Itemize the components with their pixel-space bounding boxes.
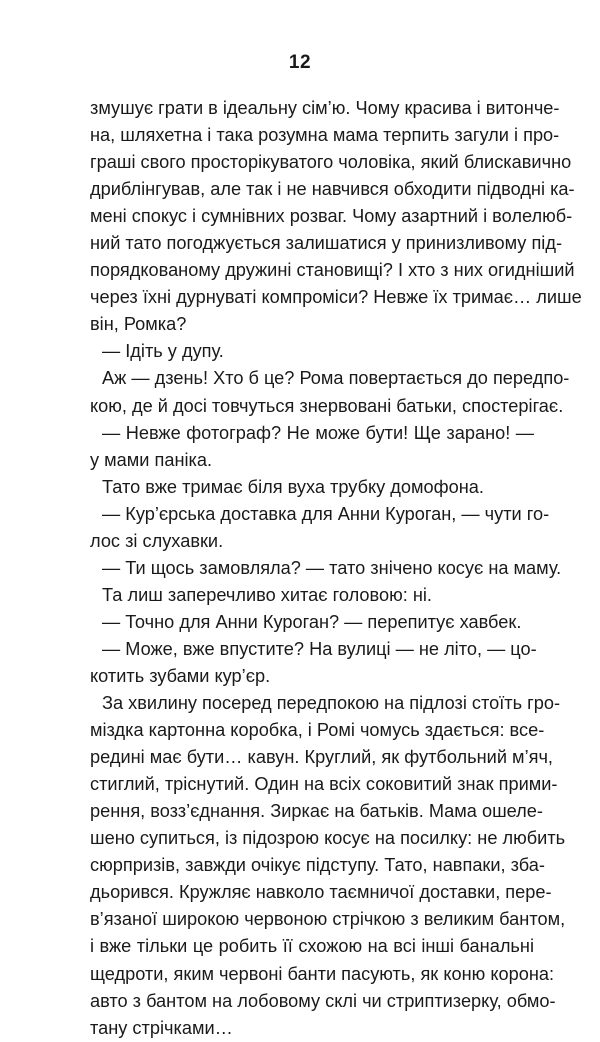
text-line: ний тато погоджується залишатися у принизливому під- (90, 233, 563, 254)
text-line: тану стрічками… (90, 1017, 233, 1038)
text-line: Аж — дзень! Хто б це? Рома повертається до передпо- (102, 368, 570, 389)
text-line: мені спокус і сумнівних розваг. Чому азартний і волелюб- (90, 206, 573, 227)
text-line: стиглий, тріснутий. Один на всіх соковитий знак прими- (90, 774, 558, 795)
text-line: лос зі слухавки. (90, 530, 224, 551)
text-line: через їхні дурнуваті компроміси? Невже їх тримає… лише (90, 287, 582, 308)
text-line: редині має бути… кавун. Круглий, як футбольний м’яч, (90, 747, 553, 768)
text-line: граші свого просторікуватого чоловіка, який блискавично (90, 152, 572, 173)
text-line: авто з бантом на лобовому склі чи стриптизерку, обмо- (90, 990, 556, 1011)
text-line: — Кур’єрська доставка для Анни Куроган, — чути го- (102, 503, 550, 524)
text-line: — Ідіть у дупу. (102, 341, 224, 362)
text-line: в’язаної широкою червоною стрічкою з великим бантом, (90, 909, 566, 930)
text-line: дриблінгував, але так і не навчився обходити підводні ка- (90, 179, 575, 200)
text-line: у мами паніка. (90, 449, 213, 470)
text-line: — Точно для Анни Куроган? — перепитує хавбек. (102, 611, 522, 632)
text-line: змушує грати в ідеальну сім’ю. Чому красива і витонче- (90, 98, 560, 118)
text-line: дьорився. Кружляє навколо таємничої доставки, пере- (90, 882, 552, 903)
text-line: котить зубами кур’єр. (90, 665, 271, 686)
text-line: рення, возз’єднання. Зиркає на батьків. Мама ошеле- (90, 801, 543, 822)
text-line: — Невже фотограф? Не може бути! Ще зарано! — (102, 422, 534, 443)
text-line: він, Ромка? (90, 314, 187, 335)
body-text (90, 95, 582, 1042)
text-line: — Може, вже впустите? На вулиці — не літо, — цо- (102, 638, 537, 659)
text-line: Тато вже тримає біля вуха трубку домофона. (102, 476, 484, 497)
text-line: і вже тільки це робить її схожою на всі інші банальні (90, 936, 534, 957)
text-line: сюрпризів, завжди очікує підступу. Тато, навпаки, зба- (90, 855, 545, 876)
text-line: кою, де й досі товчуться знервовані батьки, спостерігає. (90, 395, 564, 416)
text-line: Та лиш заперечливо хитає головою: ні. (102, 584, 432, 605)
text-line: на, шляхетна і така розумна мама терпить загули і про- (90, 125, 560, 146)
text-line: шено супиться, із підозрою косує на посилку: не любить (90, 828, 566, 849)
text-line: міздка картонна коробка, і Ромі чомусь здається: все- (90, 720, 545, 741)
text-line: За хвилину посеред передпокою на підлозі стоїть гро- (102, 693, 561, 714)
page-number: 12 (288, 52, 312, 73)
text-line: порядкованому дружині становищі? І хто з них огидніший (90, 260, 575, 281)
text-line: — Ти щось замовляла? — тато знічено косує на маму. (102, 557, 562, 578)
text-line: щедроти, яким червоні банти пасують, як коню корона: (90, 963, 555, 984)
